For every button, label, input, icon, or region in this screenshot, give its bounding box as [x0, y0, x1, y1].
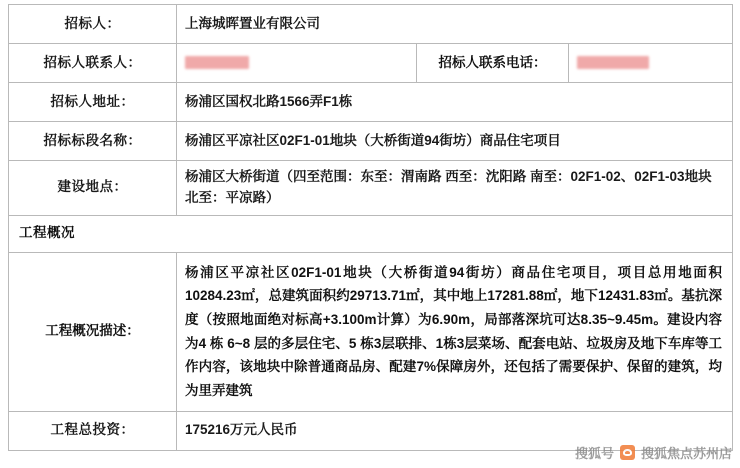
row-value-construction-site: 杨浦区大桥街道（四至范围：东至：渭南路 西至：沈阳路 南至：02F1-02、02F1-03地块 北至：平凉路） [177, 161, 733, 216]
row-value-overview-description: 杨浦区平凉社区02F1-01地块（大桥街道94街坊）商品住宅项目，项目总用地面积10284.23㎡，总建筑面积约29713.71㎡，其中地上17281.88㎡，地下12431.83㎡。基抗深度（按照地面绝对标高+3.100m计算）为6.90m，局部落深坑可达8.35~9.45m。建设内容为4 栋 6~8 层的多层住宅、5 栋3层联排、1栋3层菜场、配套电站、垃圾房及地下车库等工作内容，该地块中除普通商品房、配建7%保障房外，还包括了需要保护、保留的建筑，均为里弄建筑 [177, 252, 733, 411]
table-row [9, 411, 733, 450]
row-value-bidder: 上海城晖置业有限公司 [177, 5, 733, 44]
row-value-section-name: 杨浦区平凉社区02F1-01地块（大桥街道94街坊）商品住宅项目 [177, 122, 733, 161]
row-label-contact-phone: 招标人联系电话： [417, 44, 569, 83]
row-value-contact-phone-redacted [569, 44, 733, 83]
watermark-account-name: 搜狐焦点苏州店 [640, 446, 732, 461]
section-title-project-overview: 工程概况 [9, 215, 733, 252]
section-header-row [9, 215, 733, 252]
row-label-bidder: 招标人： [9, 5, 177, 44]
redaction-block [185, 56, 249, 69]
watermark-account-label: 搜狐号 [574, 446, 614, 461]
row-label-overview-description: 工程概况描述： [9, 252, 177, 411]
row-value-total-investment: 175216万元人民币 [177, 411, 733, 450]
row-label-address: 招标人地址： [9, 83, 177, 122]
row-value-contact-redacted [177, 44, 417, 83]
row-label-contact: 招标人联系人： [9, 44, 177, 83]
table-row [9, 83, 733, 122]
row-label-construction-site: 建设地点： [9, 161, 177, 216]
row-value-address: 杨浦区国权北路1566弄F1栋 [177, 83, 733, 122]
redaction-block [577, 56, 649, 69]
table-row [9, 5, 733, 44]
table-row [9, 122, 733, 161]
table-row [9, 252, 733, 411]
bid-info-table [8, 4, 733, 451]
row-label-total-investment: 工程总投资： [9, 411, 177, 450]
table-row [9, 161, 733, 216]
table-row [9, 44, 733, 83]
row-label-section-name: 招标标段名称： [9, 122, 177, 161]
